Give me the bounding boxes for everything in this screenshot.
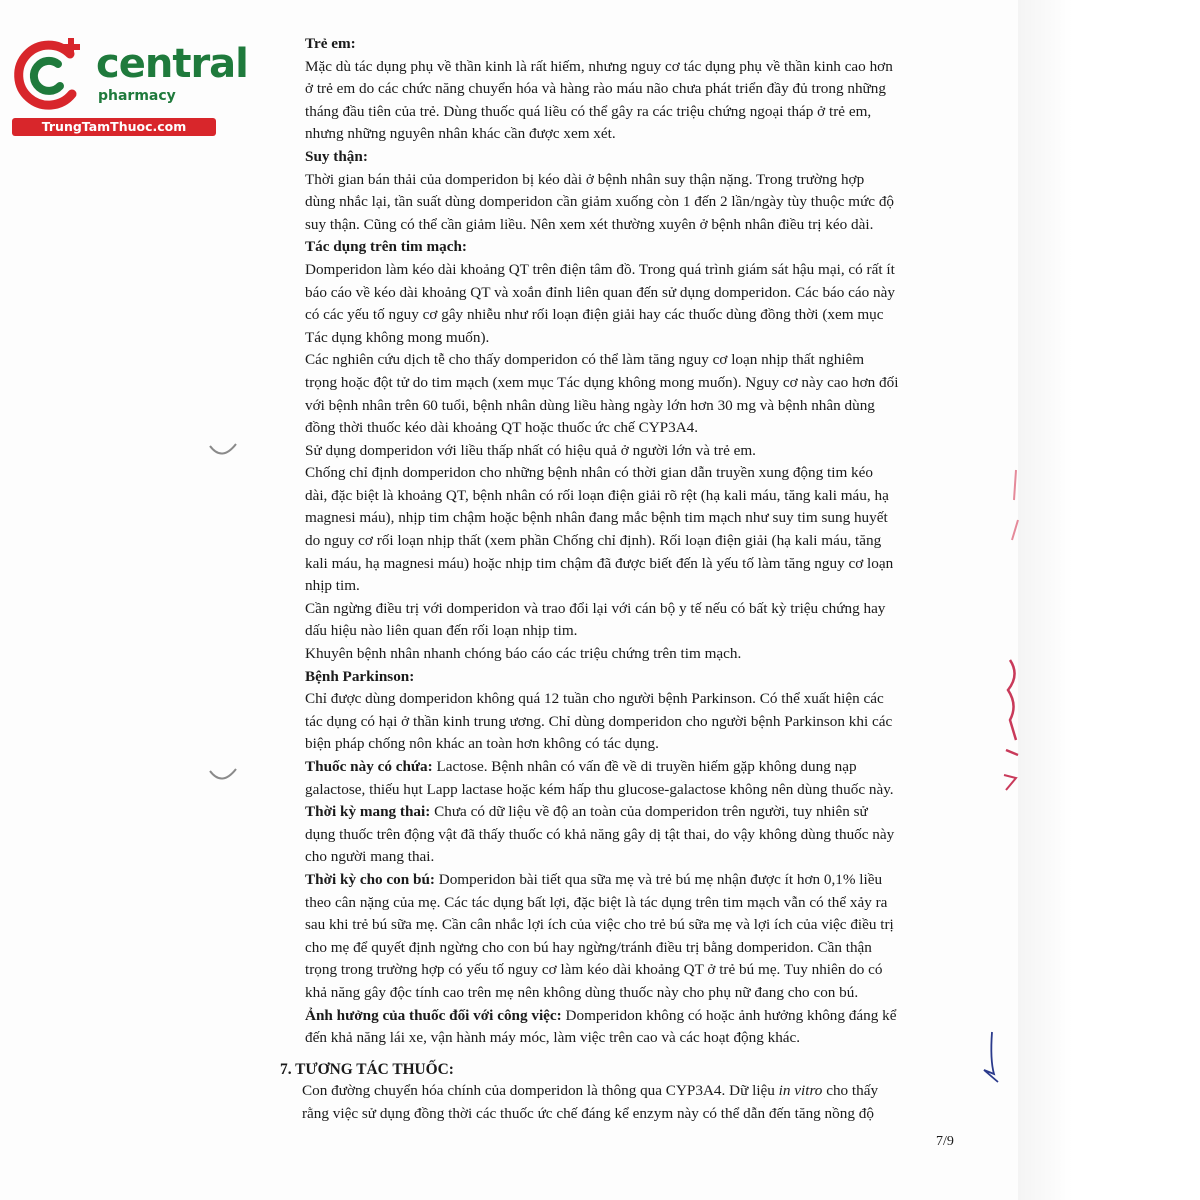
logo-mark-icon: [10, 36, 94, 116]
text-line: dụng thuốc trên động vật đã thấy thuốc có khả năng gây dị tật thai, do vậy không dùng thuốc này: [305, 825, 895, 843]
text-line: nhưng những nguyên nhân khác cần được xem xét.: [305, 125, 616, 143]
binder-hole-mark-icon: [208, 765, 238, 787]
text-line: dấu hiệu nào liên quan đến rối loạn nhịp tim.: [305, 622, 578, 640]
text-line: Chưa có dữ liệu về độ an toàn của domperidon trên người, tuy nhiên sử: [430, 803, 868, 821]
text-line: Thời gian bán thải của domperidon bị kéo dài ở bệnh nhân suy thận nặng. Trong trường hợp: [305, 170, 865, 188]
text-line: Lactose. Bệnh nhân có vấn đề về di truyền hiếm gặp không dung nạp: [432, 758, 857, 775]
heading-tre-em: Trẻ em:: [305, 35, 356, 52]
text-line: galactose, thiếu hụt Lapp lactase hoặc kém hấp thu glucose-galactose không nên dùng thuốc này.: [305, 780, 894, 798]
text-line: Domperidon làm kéo dài khoảng QT trên điện tâm đồ. Trong quá trình giám sát hậu mại, có rất ít: [305, 260, 895, 278]
text-line: Mặc dù tác dụng phụ về thần kinh là rất hiếm, nhưng nguy cơ tác dụng phụ về thần kinh cao hơn: [305, 57, 893, 75]
text-line: tháng đầu tiên của trẻ. Dùng thuốc quá liều có thể gây ra các triệu chứng ngoại tháp ở trẻ em,: [305, 102, 872, 120]
text-line: Chỉ được dùng domperidon không quá 12 tuần cho người bệnh Parkinson. Có thể xuất hiện các: [305, 690, 884, 708]
text-line: Khuyên bệnh nhân nhanh chóng báo cáo các triệu chứng trên tim mạch.: [305, 645, 742, 663]
section-suy-than: [305, 146, 965, 236]
text-line: cho mẹ để quyết định ngừng cho con bú hay ngừng/tránh điều trị bằng domperidon. Cần thận: [305, 938, 872, 956]
text-line: Chống chỉ định domperidon cho những bệnh nhân có thời gian dẫn truyền xung động tim kéo: [305, 464, 873, 482]
heading-suy-than: Suy thận:: [305, 147, 368, 165]
text-line: cho người mang thai.: [305, 848, 435, 866]
text-line: dùng nhắc lại, tần suất dùng domperidon cần giảm xuống còn 1 đến 2 lần/ngày tùy thuộc mức độ: [305, 193, 895, 211]
section-mang-thai: [305, 801, 965, 869]
text-line: sau khi trẻ bú sữa mẹ. Cần cân nhắc lợi ích của việc cho trẻ bú sữa mẹ và lợi ích của việc điều trị: [305, 916, 894, 934]
section-cho-con-bu: [305, 869, 965, 1005]
section-tre-em: [305, 33, 965, 146]
heading-cho-con-bu: Thời kỳ cho con bú:: [305, 870, 435, 888]
text-line: trọng trong trường hợp có yếu tố nguy cơ làm kéo dài khoảng QT ở trẻ bú mẹ. Tuy nhiên do có: [305, 961, 883, 979]
text-line: tác dụng có hại ở thần kinh trung ương. Chỉ dùng domperidon cho người bệnh Parkinson khi các: [305, 712, 893, 730]
logo-site-url: TrungTamThuoc.com: [12, 118, 216, 136]
text-line: khả năng gây độc tính cao trên mẹ nên không dùng thuốc này cho phụ nữ đang cho con bú.: [305, 983, 859, 1001]
text-line: Tác dụng không mong muốn).: [305, 328, 490, 346]
section-cong-viec: [305, 1005, 965, 1050]
heading-mang-thai: Thời kỳ mang thai:: [305, 803, 431, 821]
heading-cong-viec: Ảnh hưởng của thuốc đối với công việc:: [305, 1006, 562, 1024]
text-line: Domperidon không có hoặc ảnh hưởng không đáng kể: [561, 1006, 897, 1024]
heading-tim-mach: Tác dụng trên tim mạch:: [305, 238, 467, 256]
text-line: với bệnh nhân trên 60 tuổi, bệnh nhân dùng liều hàng ngày lớn hơn 30 mg và bệnh nhân dùng: [305, 396, 875, 414]
page-number: 7/9: [936, 1134, 954, 1149]
section-thuoc-co-chua: [305, 756, 965, 801]
text-line: trọng hoặc đột tử do tim mạch (xem mục Tác dụng không mong muốn). Nguy cơ này cao hơn đối: [305, 373, 899, 391]
text-line: magnesi máu), nhịp tim chậm hoặc bệnh nhân đang mắc bệnh tim mạch như suy tim sung huyết: [305, 509, 888, 527]
text-line: kali máu, hạ magnesi máu) hoặc nhịp tim chậm đã được biết đến là yếu tố làm tăng nguy cơ loạn: [305, 554, 894, 572]
text-line: biện pháp chống nôn khác an toàn hơn không có tác dụng.: [305, 735, 659, 753]
text-line: có các yếu tố nguy cơ gây nhiễu như rối loạn điện giải hay các thuốc dùng đồng thời (xem mục: [305, 306, 884, 324]
text-line: Sử dụng domperidon với liều thấp nhất có hiệu quả ở người lớn và trẻ em.: [305, 441, 756, 459]
text-line: cho thấy: [822, 1082, 879, 1099]
red-stamp-icon: [996, 460, 1022, 800]
central-pharmacy-logo[interactable]: [10, 36, 248, 136]
text-line: Con đường chuyển hóa chính của domperidon là thông qua CYP3A4. Dữ liệu: [302, 1082, 779, 1099]
logo-wordmark: central: [96, 41, 248, 87]
italic-term: in vitro: [778, 1082, 823, 1099]
text-line: báo cáo về kéo dài khoảng QT và xoắn đỉnh liên quan đến sử dụng domperidon. Các báo cáo này: [305, 283, 895, 301]
text-line: dài, đặc biệt là khoảng QT, bệnh nhân có rối loạn điện giải rõ rệt (hạ kali máu, tăng kali máu, hạ: [305, 486, 889, 504]
document-body: [305, 33, 965, 1050]
text-line: ở trẻ em do các chức năng chuyển hóa và hàng rào máu não chưa phát triển đầy đủ trong những: [305, 80, 886, 98]
text-line: đồng thời thuốc kéo dài khoảng QT hoặc thuốc ức chế CYP3A4.: [305, 419, 699, 437]
text-line: theo cân nặng của mẹ. Các tác dụng bất lợi, đặc biệt là tác dụng trên tim mạch vẫn có thể xảy ra: [305, 893, 888, 911]
section-7-body: [302, 1080, 965, 1125]
logo-subtitle: pharmacy: [98, 88, 176, 104]
page-edge: [1018, 0, 1200, 1200]
text-line: Domperidon bài tiết qua sữa mẹ và trẻ bú mẹ nhận được ít hơn 0,1% liều: [434, 870, 883, 888]
section-tim-mach: [305, 236, 965, 665]
text-line: rằng việc sử dụng đồng thời các thuốc ức chế đáng kể enzym này có thể dẫn đến tăng nồng độ: [302, 1104, 874, 1122]
section-7-title: 7. TƯƠNG TÁC THUỐC:: [280, 1061, 454, 1078]
text-line: đến khả năng lái xe, vận hành máy móc, làm việc trên cao và các hoạt động khác.: [305, 1029, 801, 1047]
text-line: nhịp tim.: [305, 577, 360, 595]
text-line: Cần ngừng điều trị với domperidon và trao đổi lại với cán bộ y tế nếu có bất kỳ triệu chứng hay: [305, 599, 886, 617]
heading-thuoc-co-chua: Thuốc này có chứa:: [305, 758, 433, 775]
binder-hole-mark-icon: [208, 440, 238, 462]
section-parkinson: [305, 666, 965, 756]
text-line: do nguy cơ rối loạn nhịp thất (xem phần Chống chỉ định). Rối loạn điện giải (hạ kali máu, tăng: [305, 532, 882, 550]
text-line: Các nghiên cứu dịch tễ cho thấy domperidon có thể làm tăng nguy cơ loạn nhịp thất nghiêm: [305, 351, 865, 369]
text-line: suy thận. Cũng có thể cần giảm liều. Nên xem xét thường xuyên ở bệnh nhân điều trị kéo dài.: [305, 215, 874, 233]
signature-icon: [978, 1030, 1002, 1090]
heading-parkinson: Bệnh Parkinson:: [305, 667, 415, 685]
